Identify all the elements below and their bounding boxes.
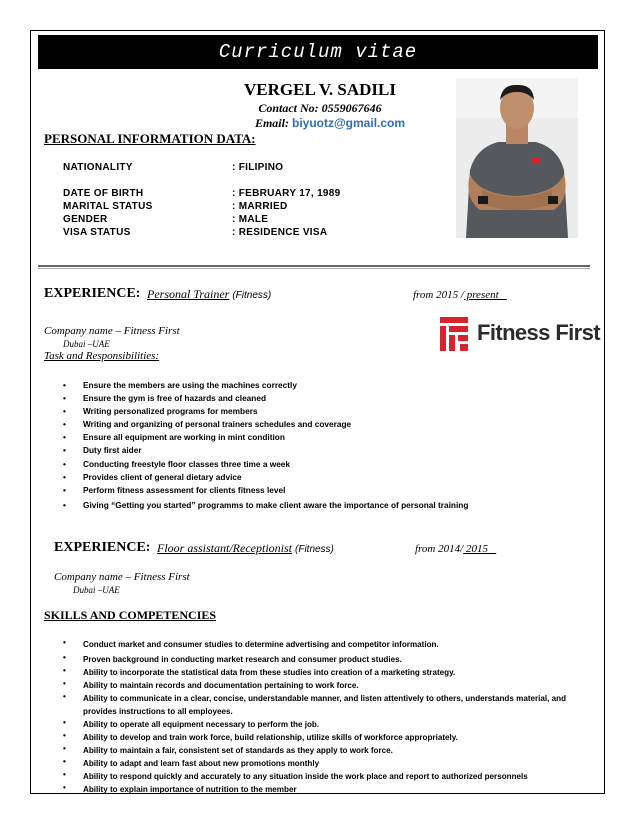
experience-1-label: EXPERIENCE — [44, 286, 136, 301]
bullet-icon: • — [63, 744, 66, 753]
experience-1-to: present — [463, 289, 507, 301]
bullet-icon: • — [63, 757, 66, 766]
experience-2-title: Floor assistant/Receptionist — [157, 541, 292, 555]
experience-1-role-note: (Fitness) — [232, 290, 272, 301]
experience-1-period — [413, 289, 507, 301]
tasks-heading: Task and Responsibilities: — [44, 350, 160, 362]
fitness-first-logo — [440, 317, 601, 351]
experience-2-label: EXPERIENCE — [54, 540, 146, 555]
dob-value: : FEBRUARY 17, 1989 — [232, 188, 341, 199]
candidate-name: VERGEL V. SADILI — [244, 80, 396, 99]
experience-1-company: Company name – Fitness First — [44, 325, 180, 337]
experience-1-title: Personal Trainer — [147, 287, 230, 301]
experience-1-colon: : — [135, 286, 141, 301]
bullet-icon: • — [63, 419, 66, 429]
bullet-icon: • — [63, 731, 66, 740]
bullet-icon: • — [63, 380, 66, 390]
bullet-icon: • — [63, 653, 66, 662]
experience-2-to: 2015 — [463, 543, 497, 555]
bullet-icon: • — [63, 445, 66, 455]
bullet-icon: • — [63, 679, 66, 688]
experience-2-period — [415, 543, 496, 555]
experience-2-from: from 2014/ — [415, 543, 464, 555]
bullet-icon: • — [63, 783, 66, 792]
bullet-icon: • — [63, 638, 66, 647]
section-divider — [38, 265, 590, 267]
experience-2-heading — [54, 540, 150, 556]
gender-value: : MALE — [232, 214, 269, 225]
personal-info-heading: PERSONAL INFORMATION DATA: — [44, 131, 256, 146]
fitness-first-logo-text: Fitness First — [477, 320, 601, 345]
bullet-icon: • — [63, 459, 66, 469]
experience-2-colon: : — [145, 540, 151, 555]
marital-status-value: : MARRIED — [232, 201, 288, 212]
experience-2-location: Dubai –UAE — [73, 585, 120, 595]
bullet-icon: • — [63, 692, 66, 701]
experience-1-role — [147, 287, 271, 302]
marital-status-label: MARITAL STATUS — [63, 201, 153, 212]
skills-heading: SKILLS AND COMPETENCIES — [44, 608, 217, 622]
bullet-icon: • — [63, 393, 66, 403]
bullet-icon: • — [63, 718, 66, 727]
experience-2-company: Company name – Fitness First — [54, 571, 190, 583]
gender-label: GENDER — [63, 214, 108, 225]
bullet-icon: • — [63, 472, 66, 482]
experience-2-role-note: (Fitness) — [295, 544, 334, 555]
bullet-icon: • — [63, 432, 66, 442]
nationality-label: NATIONALITY — [63, 162, 133, 173]
email-address[interactable]: biyuotz@gmail.com — [291, 116, 406, 130]
email-line — [210, 116, 450, 131]
contact-number: Contact No: 0559067646 — [258, 101, 382, 115]
bullet-icon: • — [63, 485, 66, 495]
nationality-value: : FILIPINO — [232, 162, 284, 173]
bullet-icon: • — [63, 666, 66, 675]
bullet-icon: • — [63, 500, 66, 510]
bullet-icon: • — [63, 770, 66, 779]
email-label: Email: — [254, 116, 289, 130]
experience-1-from: from 2015 / — [413, 289, 464, 301]
profile-photo — [456, 78, 578, 238]
visa-status-label: VISA STATUS — [63, 227, 131, 238]
section-divider-thin — [38, 268, 590, 269]
dob-label: DATE OF BIRTH — [63, 188, 144, 199]
visa-status-value: : RESIDENCE VISA — [232, 227, 328, 238]
cv-banner: Curriculum vitae — [38, 35, 598, 69]
experience-1-heading — [44, 286, 140, 302]
experience-2-role — [157, 541, 334, 556]
bullet-icon: • — [63, 406, 66, 416]
experience-1-location: Dubai –UAE — [63, 339, 110, 349]
